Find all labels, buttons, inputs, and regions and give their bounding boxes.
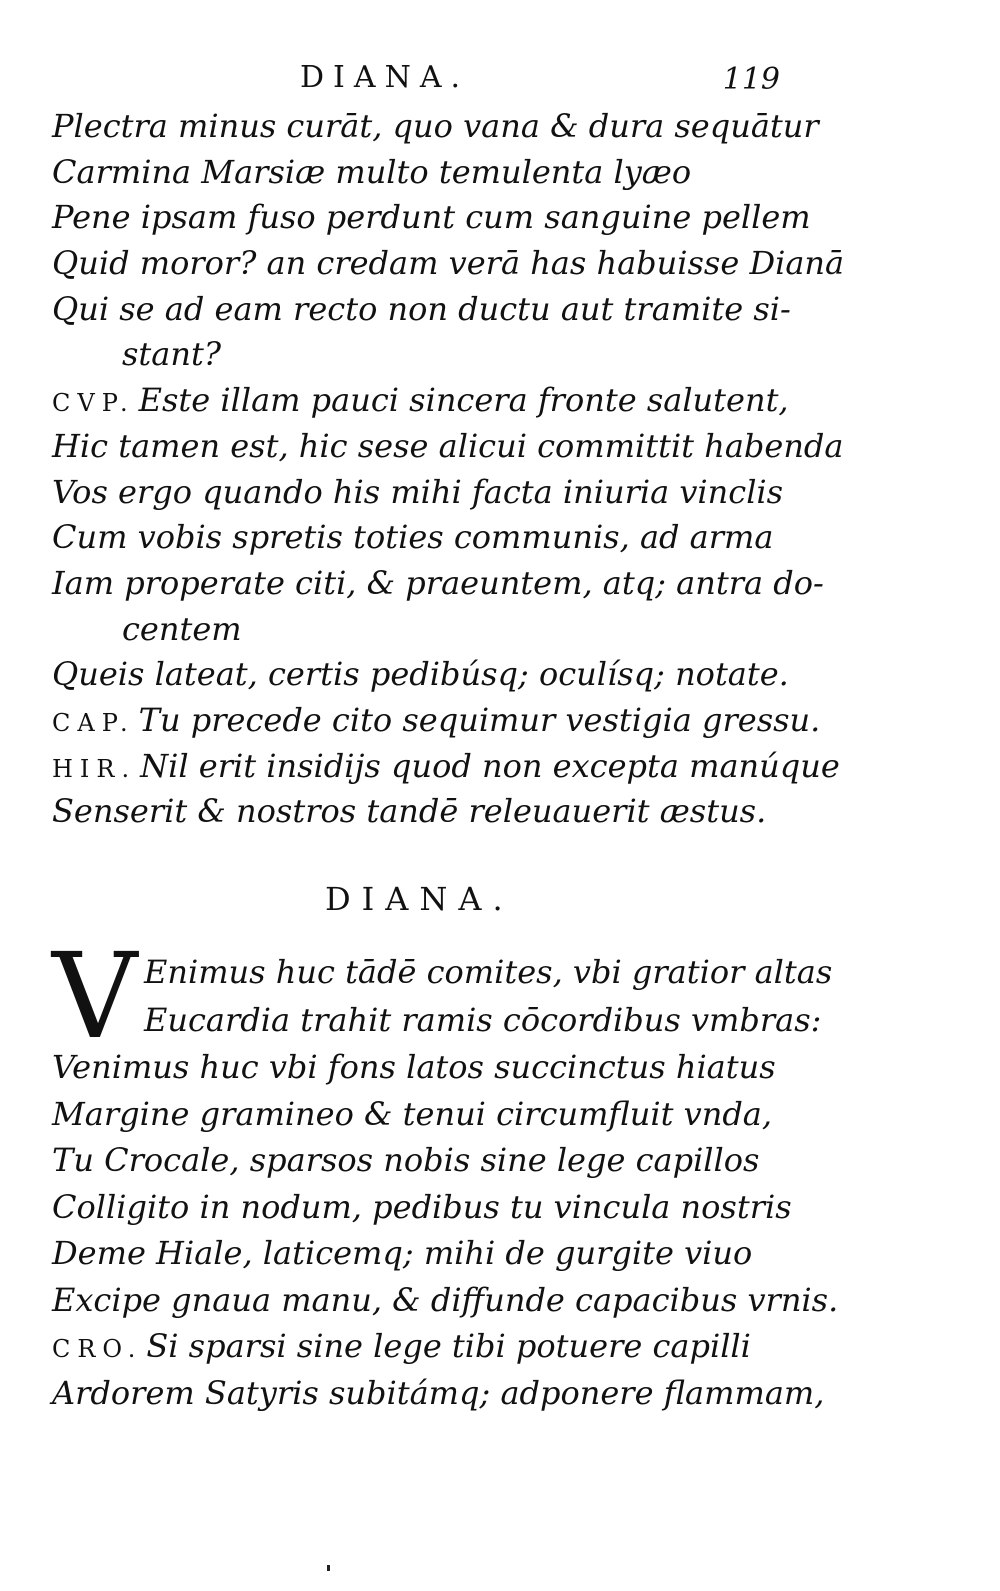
verse-line <box>52 104 819 150</box>
speaker-label: CRO. <box>52 1335 143 1363</box>
verse-text: Plectra minus curāt, quo vana & dura sequātur <box>52 107 819 145</box>
verse-line <box>52 1137 812 1184</box>
verse-line: Eucardia trahit ramis cōcordibus vmbras: <box>144 1001 822 1039</box>
verse-text: Vos ergo quando his mihi facta iniuria vinclis <box>52 472 784 511</box>
verse-text: Deme Hiale, laticemq; mihi de gurgite viuo <box>52 1234 753 1272</box>
verse-text: Margine gramineo & tenui circumfluit vnda, <box>52 1094 773 1133</box>
speaker-line <box>52 744 840 790</box>
verse-text: centem <box>122 609 242 648</box>
verse-text: Tu Crocale, sparsos nobis sine lege capillos <box>52 1141 760 1179</box>
verse-line <box>52 241 845 287</box>
verse-line <box>52 561 824 607</box>
verse-line <box>52 1230 812 1277</box>
verse-line <box>52 1370 825 1417</box>
verse-text: Quid moror? an credam verā has habuisse Dianā <box>52 244 845 283</box>
verse-text: Ardorem Satyris subitámq; adponere flammam, <box>52 1373 825 1412</box>
drop-capital: V <box>52 927 138 1065</box>
verse-text: Carmina Marsiæ multo temulenta lyæo <box>52 152 692 191</box>
verse-line <box>52 1091 812 1138</box>
speaker-label: CAP. <box>52 708 135 737</box>
dropcap-group <box>52 927 833 1065</box>
verse-text: Nil erit insidijs quod non excepta manúque <box>140 746 840 785</box>
verse-text: Venimus huc vbi fons latos succinctus hiatus <box>52 1048 776 1086</box>
verse-text: Si sparsi sine lege tibi potuere capilli <box>146 1327 751 1365</box>
verse-line <box>52 1277 839 1324</box>
verse-line <box>52 287 802 333</box>
verse-text: Senserit & nostros tandē releuauerit æstus. <box>52 792 767 831</box>
page-number: 119 <box>722 62 780 97</box>
running-title: DIANA. <box>300 60 470 95</box>
speaker-line <box>52 378 802 424</box>
verse-block-1 <box>52 104 845 835</box>
verse-line <box>52 652 802 698</box>
verse-line <box>52 1044 812 1091</box>
print-speck <box>327 1565 330 1571</box>
speaker-label: CVP. <box>52 389 135 418</box>
verse-text: Excipe gnaua manu, & diffunde capacibus vrnis. <box>52 1280 839 1319</box>
speaker-line <box>52 1323 812 1370</box>
verse-block-2 <box>52 927 839 1416</box>
verse-text: stant? <box>122 335 221 374</box>
verse-text: Pene ipsam fuso perdunt cum sanguine pellem <box>52 198 811 237</box>
verse-text: Iam properate citi, & praeuntem, atq; antra do- <box>52 563 824 602</box>
page-header <box>300 60 780 100</box>
verse-text: Hic tamen est, hic sese alicui committit habenda <box>52 426 844 465</box>
verse-line <box>52 195 811 241</box>
speaker-label: HIR. <box>52 754 137 783</box>
verse-text: Queis lateat, certis pedibúsq; oculísq; notate. <box>52 655 789 694</box>
verse-line <box>52 607 802 653</box>
verse-line: Enimus huc tādē comites, vbi gratior altas <box>144 953 833 991</box>
section-title: DIANA. <box>325 880 514 918</box>
verse-line <box>52 470 802 516</box>
verse-text: Qui se ad eam recto non ductu aut tramite si- <box>52 289 791 328</box>
verse-line <box>52 789 802 835</box>
verse-text: Cum vobis spretis toties communis, ad arma <box>52 518 774 557</box>
verse-line <box>52 515 802 561</box>
verse-line <box>52 332 802 378</box>
verse-text: Tu precede cito sequimur vestigia gressu. <box>138 700 821 739</box>
verse-line <box>52 1184 812 1231</box>
verse-text: Colligito in nodum, pedibus tu vincula nostris <box>52 1187 792 1226</box>
dropcap-lines <box>144 948 832 1044</box>
verse-line <box>52 424 844 470</box>
verse-lines <box>52 1044 839 1416</box>
verse-text: Este illam pauci sincera fronte salutent, <box>138 381 789 420</box>
speaker-line <box>52 698 821 744</box>
verse-line <box>52 150 802 196</box>
